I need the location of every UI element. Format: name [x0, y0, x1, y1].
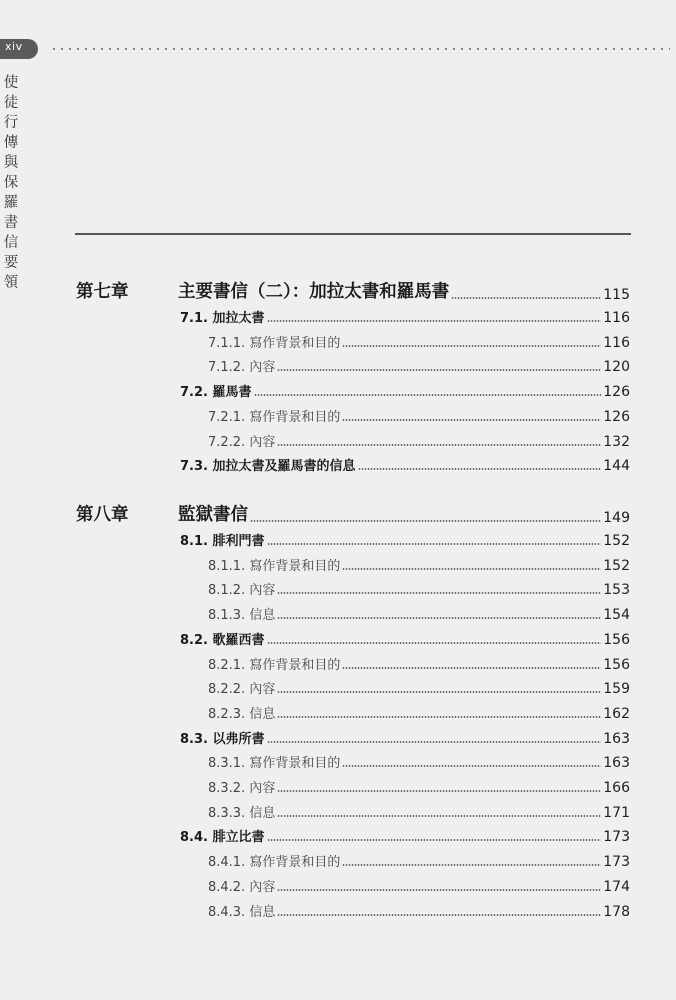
running-title-char: 保	[3, 175, 19, 191]
chapter-entry-page: 115	[603, 287, 630, 303]
section-entry-page: 156	[603, 631, 630, 648]
section-entry-label: 7.2. 羅馬書	[180, 385, 252, 401]
dot-leader	[342, 765, 601, 767]
dot-leader	[358, 468, 602, 470]
subsection-entry-page: 120	[603, 359, 630, 376]
subsection-entry-label: 8.2.2. 內容	[208, 682, 276, 698]
subsection-entry[interactable]	[208, 901, 630, 920]
running-title-char: 領	[3, 275, 19, 291]
chapter-entry-page: 149	[603, 510, 630, 526]
subsection-entry-label: 8.2.1. 寫作背景和目的	[208, 657, 341, 673]
dot-leader	[277, 592, 601, 594]
section-entry-label: 7.1. 加拉太書	[180, 311, 265, 326]
subsection-entry-label: 8.4.3. 信息	[208, 904, 276, 920]
subsection-entry-page: 166	[603, 780, 630, 796]
subsection-entry-label: 7.2.2. 內容	[208, 434, 276, 450]
section-entry[interactable]	[180, 307, 630, 326]
dot-leader	[277, 815, 601, 817]
dot-leader	[250, 520, 601, 522]
running-title-char: 傳	[3, 135, 19, 151]
dot-leader	[277, 444, 601, 446]
running-title-char: 要	[3, 255, 19, 271]
dot-leader	[267, 320, 602, 322]
section-entry-label: 7.3. 加拉太書及羅馬書的信息	[180, 459, 356, 475]
section-entry[interactable]	[180, 728, 630, 747]
section-entry[interactable]	[180, 629, 630, 648]
running-title-char: 信	[3, 235, 19, 251]
subsection-entry-page: 116	[603, 334, 630, 351]
section-entry[interactable]	[180, 381, 630, 400]
chapter-entry-label: 監獄書信	[178, 505, 248, 525]
dot-leader	[342, 568, 601, 570]
subsection-entry-page: 159	[603, 681, 630, 698]
dot-leader	[342, 667, 601, 669]
subsection-entry-label: 8.1.3. 信息	[208, 608, 276, 624]
running-title-char: 書	[3, 215, 19, 231]
subsection-entry[interactable]	[208, 654, 630, 673]
section-entry-page: 152	[603, 533, 630, 549]
running-title	[2, 73, 20, 293]
dot-leader	[342, 345, 601, 347]
subsection-entry-page: 174	[603, 878, 630, 895]
chapter-entry[interactable]	[178, 501, 630, 526]
header-dotted-rule	[50, 48, 670, 50]
dot-leader	[451, 297, 601, 299]
subsection-entry-label: 8.2.3. 信息	[208, 706, 276, 722]
subsection-entry[interactable]	[208, 604, 630, 623]
subsection-entry-label: 8.3.2. 內容	[208, 781, 276, 796]
dot-leader	[277, 617, 601, 619]
running-title-char: 與	[3, 155, 19, 171]
subsection-entry-label: 7.1.1. 寫作背景和目的	[208, 335, 341, 351]
subsection-entry-label: 8.3.1. 寫作背景和目的	[208, 756, 341, 772]
subsection-entry-page: 153	[603, 582, 630, 599]
section-entry-page: 163	[603, 730, 630, 747]
subsection-entry-page: 126	[603, 408, 630, 425]
subsection-entry[interactable]	[208, 356, 630, 375]
subsection-entry-page: 156	[603, 656, 630, 673]
section-entry-label: 8.1. 腓利門書	[180, 534, 265, 549]
section-entry[interactable]	[180, 455, 630, 474]
subsection-entry[interactable]	[208, 802, 630, 821]
dot-leader	[277, 889, 601, 891]
section-entry-page: 144	[603, 458, 630, 475]
dot-leader	[342, 864, 601, 866]
subsection-entry-page: 173	[603, 854, 630, 871]
section-entry-label: 8.2. 歌羅西書	[180, 632, 265, 648]
dot-leader	[267, 839, 602, 841]
dot-leader	[267, 642, 602, 644]
subsection-entry[interactable]	[208, 431, 630, 450]
dot-leader	[277, 369, 601, 371]
subsection-entry[interactable]	[208, 579, 630, 598]
subsection-entry[interactable]	[208, 876, 630, 895]
chapter-entry[interactable]	[178, 278, 630, 303]
subsection-entry[interactable]	[208, 752, 630, 771]
subsection-entry-label: 8.1.1. 寫作背景和目的	[208, 558, 341, 574]
dot-leader	[254, 394, 602, 396]
section-entry-label: 8.3. 以弗所書	[180, 731, 265, 747]
dot-leader	[267, 543, 602, 545]
dot-leader	[277, 914, 601, 916]
section-entry-label: 8.4. 腓立比書	[180, 830, 265, 846]
subsection-entry-label: 8.3.3. 信息	[208, 805, 276, 821]
subsection-entry-label: 8.4.2. 內容	[208, 879, 276, 895]
chapter-entry-label: 主要書信（二）：加拉太書和羅馬書	[178, 282, 450, 302]
dot-leader	[277, 691, 601, 693]
subsection-entry-page: 154	[603, 607, 630, 624]
section-entry[interactable]	[180, 530, 630, 549]
subsection-entry[interactable]	[208, 851, 630, 870]
subsection-entry-label: 7.1.2. 內容	[208, 360, 276, 376]
subsection-entry[interactable]	[208, 332, 630, 351]
section-entry-page: 126	[603, 384, 630, 401]
subsection-entry-label: 7.2.1. 寫作背景和目的	[208, 409, 341, 425]
divider-rule	[75, 233, 631, 235]
page-number: xiv	[5, 40, 23, 53]
subsection-entry-page: 171	[603, 804, 630, 821]
subsection-entry[interactable]	[208, 777, 630, 796]
section-entry-page: 116	[603, 310, 630, 326]
subsection-entry-label: 8.4.1. 寫作背景和目的	[208, 855, 341, 871]
running-title-char: 行	[3, 115, 19, 131]
subsection-entry[interactable]	[208, 406, 630, 425]
subsection-entry-page: 163	[603, 755, 630, 772]
subsection-entry-page: 152	[603, 557, 630, 574]
running-title-char: 使	[3, 75, 19, 91]
running-title-char: 徒	[3, 95, 19, 111]
subsection-entry[interactable]	[208, 703, 630, 722]
chapter-number: 第七章	[76, 282, 129, 302]
section-entry-page: 173	[603, 829, 630, 846]
dot-leader	[277, 716, 601, 718]
subsection-entry-page: 162	[603, 705, 630, 722]
subsection-entry-page: 178	[603, 903, 630, 920]
subsection-entry-label: 8.1.2. 內容	[208, 583, 276, 599]
subsection-entry-page: 132	[603, 433, 630, 450]
chapter-number: 第八章	[76, 505, 129, 525]
subsection-entry[interactable]	[208, 678, 630, 697]
running-title-char: 羅	[3, 195, 19, 211]
dot-leader	[342, 419, 601, 421]
dot-leader	[277, 790, 601, 792]
dot-leader	[267, 741, 602, 743]
subsection-entry[interactable]	[208, 555, 630, 574]
section-entry[interactable]	[180, 826, 630, 845]
